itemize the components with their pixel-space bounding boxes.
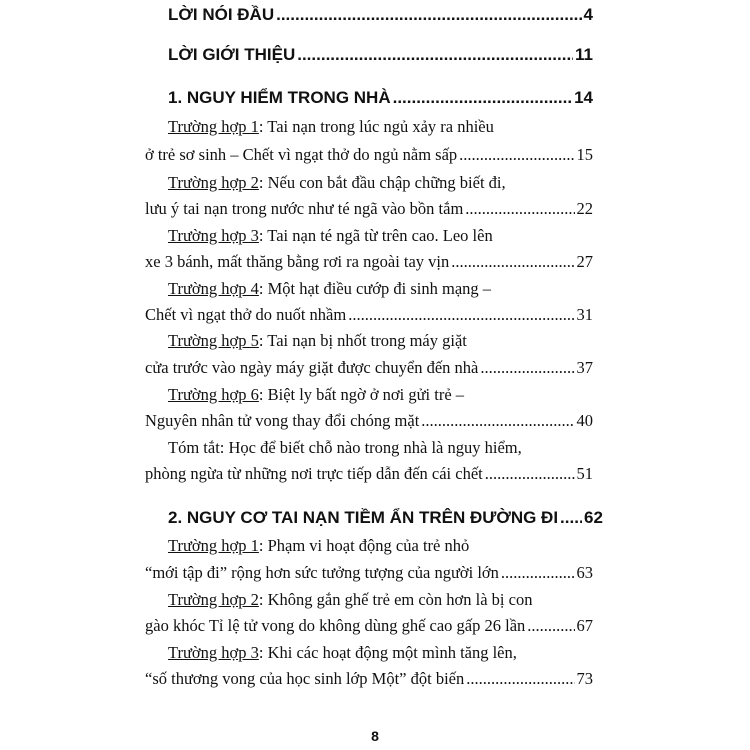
case-label: Trường hợp 1 xyxy=(168,117,259,136)
toc-page-number: 27 xyxy=(576,252,593,271)
case-title: : Tai nạn té ngã từ trên cao. Leo lên xyxy=(258,226,493,245)
summary-title: Tóm tắt: Học để biết chỗ nào trong nhà là nguy hiểm, xyxy=(168,438,522,457)
dot-leader xyxy=(348,305,574,325)
dot-leader xyxy=(297,45,573,65)
toc-page-number: 37 xyxy=(576,358,593,377)
case-title-cont: cửa trước vào ngày máy giặt được chuyển đến nhà xyxy=(145,358,479,377)
dot-leader xyxy=(480,358,574,378)
toc-page-number: 40 xyxy=(576,411,593,430)
toc-entry-s2-case2-line1[interactable] xyxy=(168,590,532,610)
case-label: Trường hợp 5 xyxy=(168,331,259,350)
toc-page-number: 62 xyxy=(584,508,603,527)
toc-entry-s1-case4-line2[interactable] xyxy=(145,305,593,325)
case-title: : Một hạt điều cướp đi sinh mạng – xyxy=(258,279,492,298)
toc-entry-s1-case3-line2[interactable] xyxy=(145,252,593,272)
toc-entry-s2-case1-line2[interactable] xyxy=(145,563,593,583)
dot-leader xyxy=(421,411,574,431)
case-label: Trường hợp 2 xyxy=(168,590,259,609)
dot-leader xyxy=(485,464,575,484)
toc-page-number: 31 xyxy=(576,305,593,324)
dot-leader xyxy=(459,145,574,165)
toc-entry-loi-noi-dau[interactable] xyxy=(168,5,593,25)
toc-entry-s1-case1-line2[interactable] xyxy=(145,145,593,165)
case-title: : Khi các hoạt động một mình tăng lên, xyxy=(258,643,517,662)
toc-entry-s2-case2-line2[interactable] xyxy=(145,616,593,636)
toc-entry-s1-case4-line1[interactable] xyxy=(168,279,491,299)
toc-page-number: 63 xyxy=(576,563,593,582)
toc-page-number: 22 xyxy=(576,199,593,218)
case-title-cont: xe 3 bánh, mất thăng bằng rơi ra ngoài tay vịn xyxy=(145,252,450,271)
dot-leader xyxy=(276,5,581,25)
case-label: Trường hợp 3 xyxy=(168,226,259,245)
toc-entry-s1-case5-line2[interactable] xyxy=(145,358,593,378)
case-label: Trường hợp 4 xyxy=(168,279,259,298)
toc-entry-s1-case6-line2[interactable] xyxy=(145,411,593,431)
toc-page-number: 4 xyxy=(583,5,593,24)
toc-entry-s1-case2-line2[interactable] xyxy=(145,199,593,219)
case-title-cont: ở trẻ sơ sinh – Chết vì ngạt thở do ngủ nằm sấp xyxy=(145,145,458,164)
toc-entry-s1-case6-line1[interactable] xyxy=(168,385,464,405)
section-title: 2. NGUY CƠ TAI NẠN TIỀM ẨN TRÊN ĐƯỜNG ĐI xyxy=(168,508,559,527)
toc-page-number: 11 xyxy=(575,45,593,64)
case-label: Trường hợp 3 xyxy=(168,643,259,662)
toc-page-number: 67 xyxy=(576,616,593,635)
case-label: Trường hợp 6 xyxy=(168,385,259,404)
dot-leader xyxy=(393,88,572,108)
case-title-cont: Nguyên nhân tử vong thay đổi chóng mặt xyxy=(145,411,420,430)
dot-leader xyxy=(466,669,574,689)
case-title: : Biệt ly bất ngờ ở nơi gửi trẻ – xyxy=(258,385,465,404)
dot-leader xyxy=(560,508,582,528)
toc-page-number: 73 xyxy=(576,669,593,688)
toc-section-2[interactable] xyxy=(168,508,603,528)
dot-leader xyxy=(501,563,575,583)
toc-heading: LỜI NÓI ĐẦU xyxy=(168,5,275,24)
toc-entry-s1-case2-line1[interactable] xyxy=(168,173,506,193)
toc-entry-s1-case3-line1[interactable] xyxy=(168,226,493,246)
case-label: Trường hợp 1 xyxy=(168,536,259,555)
case-title-cont: “số thương vong của học sinh lớp Một” đột biến xyxy=(145,669,465,688)
toc-entry-s2-case1-line1[interactable] xyxy=(168,536,469,556)
summary-title-cont: phòng ngừa từ những nơi trực tiếp dẫn đến cái chết xyxy=(145,464,483,483)
toc-section-1[interactable] xyxy=(168,88,593,108)
toc-page-number: 14 xyxy=(574,88,593,107)
toc-page-number: 51 xyxy=(576,464,593,483)
toc-heading: LỜI GIỚI THIỆU xyxy=(168,45,296,64)
toc-entry-s1-case1-line1[interactable] xyxy=(168,117,494,137)
toc-entry-s1-summary-line2[interactable] xyxy=(145,464,593,484)
toc-entry-s2-case3-line2[interactable] xyxy=(145,669,593,689)
case-title: : Tai nạn bị nhốt trong máy giặt xyxy=(258,331,467,350)
toc-entry-s1-case5-line1[interactable] xyxy=(168,331,467,351)
page-number: 8 xyxy=(371,728,379,744)
dot-leader xyxy=(451,252,574,272)
case-title: : Phạm vi hoạt động của trẻ nhỏ xyxy=(258,536,470,555)
case-title-cont: gào khóc Tỉ lệ tử vong do không dùng ghế cao gấp 26 lần xyxy=(145,616,526,635)
case-title: : Nếu con bắt đầu chập chững biết đi, xyxy=(258,173,506,192)
dot-leader xyxy=(527,616,574,636)
case-title-cont: “mới tập đi” rộng hơn sức tưởng tượng của người lớn xyxy=(145,563,499,582)
case-title-cont: lưu ý tai nạn trong nước như té ngã vào bồn tắm xyxy=(145,199,464,218)
case-label: Trường hợp 2 xyxy=(168,173,259,192)
section-title: 1. NGUY HIỂM TRONG NHÀ xyxy=(168,88,391,107)
toc-entry-loi-gioi-thieu[interactable] xyxy=(168,45,593,65)
case-title-cont: Chết vì ngạt thở do nuốt nhầm xyxy=(145,305,347,324)
toc-entry-s2-case3-line1[interactable] xyxy=(168,643,517,663)
toc-page-number: 15 xyxy=(576,145,593,164)
dot-leader xyxy=(465,199,574,219)
case-title: : Không gắn ghế trẻ em còn hơn là bị con xyxy=(258,590,533,609)
case-title: : Tai nạn trong lúc ngủ xảy ra nhiều xyxy=(258,117,494,136)
toc-entry-s1-summary-line1[interactable] xyxy=(168,438,522,458)
